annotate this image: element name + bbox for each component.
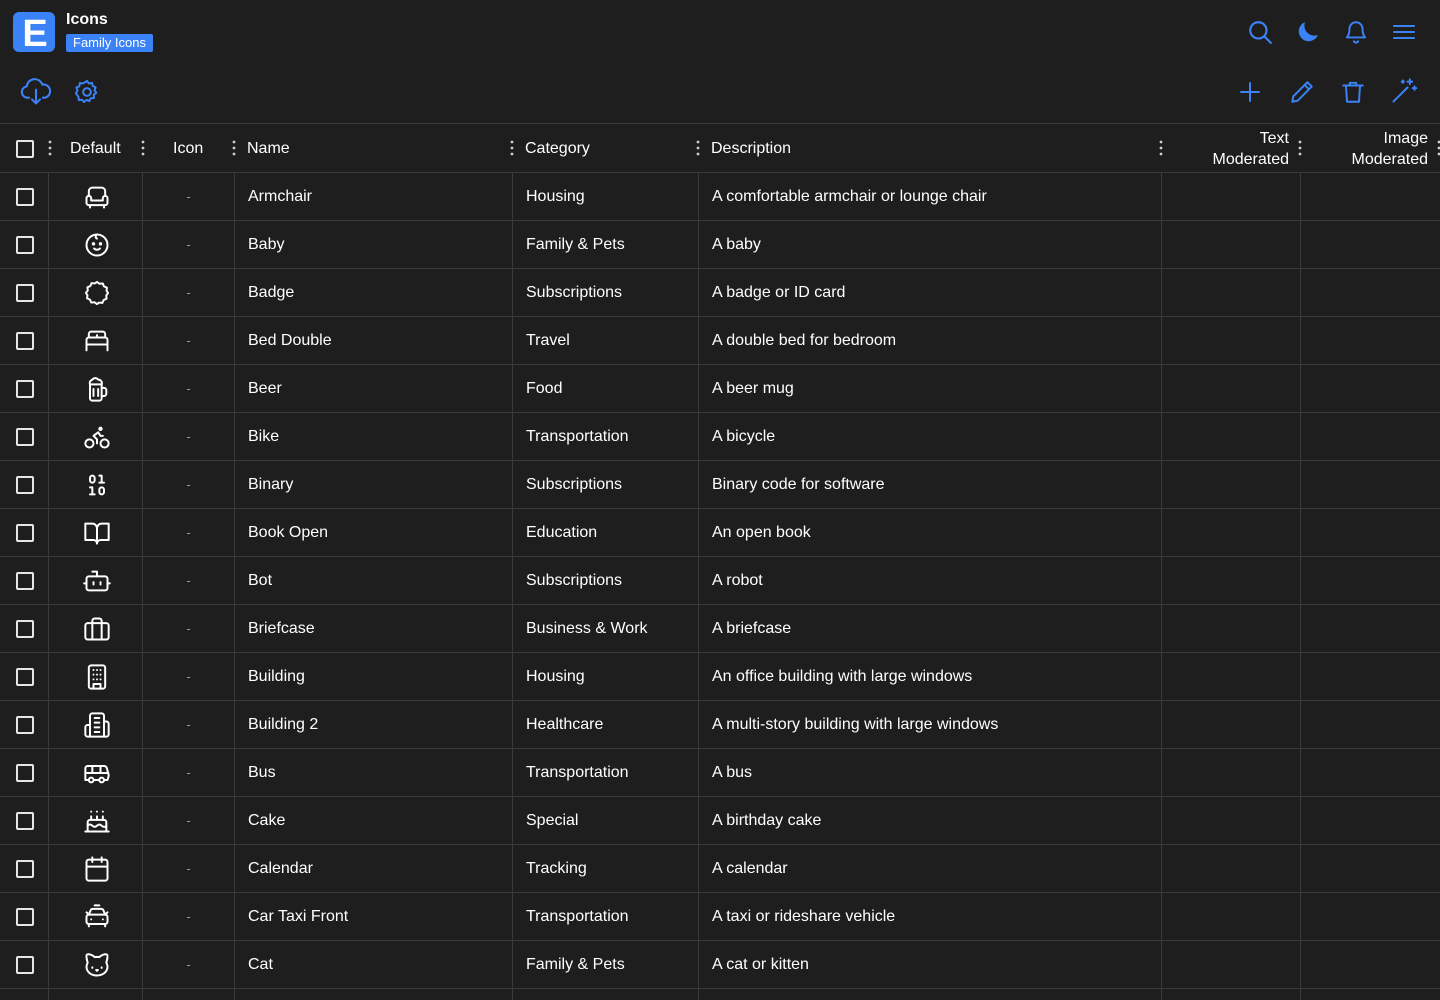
book-open-icon <box>82 519 112 547</box>
baby-icon <box>82 231 112 259</box>
column-divider <box>1300 701 1301 748</box>
column-divider <box>234 989 235 1000</box>
column-divider <box>1300 557 1301 604</box>
column-divider <box>698 461 699 508</box>
column-divider <box>698 413 699 460</box>
moon-icon[interactable] <box>1294 18 1322 46</box>
column-divider <box>1300 653 1301 700</box>
cell-description: A baby <box>712 235 761 253</box>
column-divider <box>234 893 235 940</box>
menu-icon[interactable] <box>1391 20 1417 44</box>
column-divider <box>698 797 699 844</box>
icon-value: - <box>186 765 191 780</box>
calendar-icon <box>82 855 112 883</box>
column-divider <box>234 461 235 508</box>
car-taxi-front-icon <box>82 903 112 931</box>
pencil-icon[interactable] <box>1289 79 1315 105</box>
column-menu-icon[interactable] <box>47 139 53 157</box>
cell-category: Subscriptions <box>526 283 623 301</box>
icon-value: - <box>186 189 191 204</box>
column-divider <box>512 509 513 556</box>
row-checkbox[interactable] <box>16 908 34 926</box>
column-divider <box>1300 461 1301 508</box>
cat-icon <box>82 951 112 979</box>
table-row[interactable] <box>0 413 1440 461</box>
cell-name: Badge <box>248 283 295 301</box>
column-divider <box>1300 173 1301 220</box>
table-body <box>0 173 1440 1000</box>
app-header <box>0 0 1440 64</box>
column-divider <box>1300 317 1301 364</box>
icons-table <box>0 123 1440 1000</box>
cell-category: Transportation <box>526 427 629 445</box>
cell-category: Subscriptions <box>526 571 623 589</box>
table-row[interactable] <box>0 173 1440 221</box>
cake-icon <box>82 807 112 835</box>
table-row[interactable] <box>0 461 1440 509</box>
table-row[interactable] <box>0 509 1440 557</box>
cell-description: A badge or ID card <box>712 283 846 301</box>
plus-icon[interactable] <box>1238 80 1262 104</box>
column-divider <box>48 653 49 700</box>
column-menu-icon[interactable] <box>1436 139 1440 157</box>
column-divider <box>1300 269 1301 316</box>
cloud-download-icon[interactable] <box>20 77 52 107</box>
column-divider <box>234 605 235 652</box>
column-divider <box>48 269 49 316</box>
column-menu-icon[interactable] <box>140 139 146 157</box>
column-divider <box>698 845 699 892</box>
column-divider <box>1300 989 1301 1000</box>
table-row[interactable] <box>0 749 1440 797</box>
column-divider <box>1300 605 1301 652</box>
column-divider <box>698 269 699 316</box>
cell-category: Travel <box>526 331 570 349</box>
icon-value: - <box>186 861 191 876</box>
gear-icon[interactable] <box>73 78 101 106</box>
table-row[interactable] <box>0 317 1440 365</box>
column-divider <box>1300 749 1301 796</box>
row-checkbox[interactable] <box>16 332 34 350</box>
bot-icon <box>82 567 112 595</box>
cell-name: Bed Double <box>248 331 332 349</box>
column-divider <box>48 845 49 892</box>
building-2-icon <box>82 711 112 739</box>
column-divider <box>512 653 513 700</box>
column-menu-icon[interactable] <box>509 139 515 157</box>
column-menu-icon[interactable] <box>231 139 237 157</box>
table-row[interactable] <box>0 221 1440 269</box>
column-divider <box>512 317 513 364</box>
column-divider <box>48 701 49 748</box>
column-divider <box>234 701 235 748</box>
column-divider <box>234 653 235 700</box>
row-checkbox[interactable] <box>16 860 34 878</box>
bike-icon <box>82 423 112 451</box>
row-checkbox[interactable] <box>16 812 34 830</box>
icon-value: - <box>186 621 191 636</box>
column-divider <box>698 173 699 220</box>
column-divider <box>1161 701 1162 748</box>
column-divider <box>234 269 235 316</box>
column-divider <box>512 557 513 604</box>
column-divider <box>234 941 235 988</box>
cell-description: A calendar <box>712 859 788 877</box>
table-row[interactable] <box>0 365 1440 413</box>
row-checkbox[interactable] <box>16 620 34 638</box>
trash-icon[interactable] <box>1340 78 1366 106</box>
column-divider <box>512 605 513 652</box>
column-divider <box>1161 941 1162 988</box>
row-checkbox[interactable] <box>16 764 34 782</box>
column-divider <box>1161 365 1162 412</box>
row-checkbox[interactable] <box>16 668 34 686</box>
column-divider <box>512 749 513 796</box>
column-divider <box>698 989 699 1000</box>
column-divider <box>698 749 699 796</box>
cell-name: Building <box>248 667 305 685</box>
cell-description: A taxi or rideshare vehicle <box>712 907 896 925</box>
column-divider <box>512 413 513 460</box>
column-divider <box>48 461 49 508</box>
icon-value: - <box>186 477 191 492</box>
icon-value: - <box>186 573 191 588</box>
column-divider <box>1161 221 1162 268</box>
cell-name: Bus <box>248 763 276 781</box>
column-divider <box>234 317 235 364</box>
icon-value: - <box>186 909 191 924</box>
cell-category: Transportation <box>526 763 629 781</box>
column-divider <box>1300 221 1301 268</box>
cell-category: Healthcare <box>526 715 604 733</box>
cell-name: Car Taxi Front <box>248 907 349 925</box>
column-divider <box>1161 845 1162 892</box>
bell-icon[interactable] <box>1343 18 1369 46</box>
column-divider <box>234 557 235 604</box>
cell-name: Building 2 <box>248 715 319 733</box>
cell-description: A briefcase <box>712 619 792 637</box>
table-row[interactable] <box>0 557 1440 605</box>
column-header-name[interactable]: Name <box>247 139 290 157</box>
cell-description: A bus <box>712 763 753 781</box>
column-divider <box>512 221 513 268</box>
cell-category: Family & Pets <box>526 955 625 973</box>
column-divider <box>234 173 235 220</box>
cell-name: Baby <box>248 235 285 253</box>
row-checkbox[interactable] <box>16 476 34 494</box>
table-row[interactable] <box>0 893 1440 941</box>
column-divider <box>48 509 49 556</box>
briefcase-icon <box>82 615 112 643</box>
column-divider <box>234 365 235 412</box>
column-divider <box>698 701 699 748</box>
column-header-description[interactable]: Description <box>711 139 792 157</box>
column-header-icon[interactable]: Icon <box>173 139 204 157</box>
table-row[interactable] <box>0 701 1440 749</box>
column-divider <box>1161 509 1162 556</box>
bus-icon <box>82 759 112 787</box>
cell-description: A beer mug <box>712 379 794 397</box>
column-divider <box>1161 413 1162 460</box>
cell-category: Subscriptions <box>526 475 623 493</box>
column-divider <box>1161 269 1162 316</box>
column-divider <box>48 365 49 412</box>
cell-category: Housing <box>526 187 585 205</box>
column-divider <box>1161 989 1162 1000</box>
table-row[interactable] <box>0 845 1440 893</box>
column-divider <box>512 365 513 412</box>
column-divider <box>698 893 699 940</box>
column-divider <box>1161 653 1162 700</box>
column-divider <box>48 413 49 460</box>
table-header <box>0 123 1440 173</box>
column-divider <box>1300 893 1301 940</box>
column-divider <box>234 749 235 796</box>
cell-description: A robot <box>712 571 763 589</box>
cell-name: Cake <box>248 811 286 829</box>
cell-description: An open book <box>712 523 811 541</box>
column-menu-icon[interactable] <box>1158 139 1164 157</box>
app-logo <box>13 12 55 52</box>
cell-description: A double bed for bedroom <box>712 331 897 349</box>
column-divider <box>1300 509 1301 556</box>
column-divider <box>48 749 49 796</box>
cell-category: Food <box>526 379 563 397</box>
row-checkbox[interactable] <box>16 428 34 446</box>
column-divider <box>48 893 49 940</box>
column-divider <box>48 173 49 220</box>
row-checkbox[interactable] <box>16 716 34 734</box>
cell-description: A multi-story building with large windows <box>712 715 999 733</box>
column-divider <box>48 221 49 268</box>
column-divider <box>512 941 513 988</box>
armchair-icon <box>82 183 112 211</box>
icon-value: - <box>186 381 191 396</box>
building-icon <box>82 663 112 691</box>
cell-name: Binary <box>248 475 294 493</box>
icon-value: - <box>186 285 191 300</box>
column-divider <box>1161 317 1162 364</box>
column-divider <box>48 605 49 652</box>
cell-description: A bicycle <box>712 427 776 445</box>
column-divider <box>512 989 513 1000</box>
svg-text:E: E <box>22 13 48 52</box>
cell-description: A birthday cake <box>712 811 822 829</box>
column-divider <box>1300 941 1301 988</box>
column-divider <box>48 941 49 988</box>
table-row[interactable] <box>0 269 1440 317</box>
column-header-image-moderated[interactable]: Image Moderated <box>1351 129 1428 168</box>
column-divider <box>1300 797 1301 844</box>
app-title: Icons <box>66 11 108 28</box>
column-divider <box>698 941 699 988</box>
cell-name: Beer <box>248 379 282 397</box>
column-divider <box>1161 173 1162 220</box>
binary-icon <box>82 471 112 499</box>
cell-name: Bike <box>248 427 280 445</box>
icon-value: - <box>186 525 191 540</box>
icon-value: - <box>186 957 191 972</box>
column-divider <box>234 797 235 844</box>
cell-name: Calendar <box>248 859 313 877</box>
row-checkbox[interactable] <box>16 284 34 302</box>
column-divider <box>48 317 49 364</box>
cell-category: Business & Work <box>526 619 648 637</box>
column-menu-icon[interactable] <box>1297 139 1303 157</box>
column-divider <box>512 797 513 844</box>
table-row[interactable] <box>0 605 1440 653</box>
row-checkbox[interactable] <box>16 188 34 206</box>
column-divider <box>1161 461 1162 508</box>
column-divider <box>512 893 513 940</box>
cell-category: Education <box>526 523 598 541</box>
column-divider <box>698 653 699 700</box>
cell-description: Binary code for software <box>712 475 885 493</box>
cell-description: A cat or kitten <box>712 955 809 973</box>
row-checkbox[interactable] <box>16 956 34 974</box>
badge-icon <box>82 279 112 307</box>
column-divider <box>1161 605 1162 652</box>
column-divider <box>234 845 235 892</box>
column-divider <box>512 173 513 220</box>
column-divider <box>1161 557 1162 604</box>
column-divider <box>1161 797 1162 844</box>
cell-category: Transportation <box>526 907 629 925</box>
table-row[interactable] <box>0 653 1440 701</box>
column-divider <box>512 845 513 892</box>
column-divider <box>48 989 49 1000</box>
column-header-text-moderated[interactable]: Text Moderated <box>1212 129 1289 168</box>
row-checkbox[interactable] <box>16 380 34 398</box>
icon-value: - <box>186 237 191 252</box>
column-header-default[interactable]: Default <box>70 139 121 157</box>
icon-value: - <box>186 813 191 828</box>
icon-value: - <box>186 669 191 684</box>
column-header-category[interactable]: Category <box>525 139 590 157</box>
cell-description: A comfortable armchair or lounge chair <box>712 187 987 205</box>
column-divider <box>698 221 699 268</box>
icon-value: - <box>186 333 191 348</box>
cell-category: Special <box>526 811 579 829</box>
cell-category: Family & Pets <box>526 235 625 253</box>
column-menu-icon[interactable] <box>695 139 701 157</box>
column-divider <box>1161 893 1162 940</box>
column-divider <box>698 509 699 556</box>
magic-wand-icon[interactable] <box>1390 77 1418 105</box>
row-checkbox[interactable] <box>16 572 34 590</box>
search-icon[interactable] <box>1247 19 1273 45</box>
column-divider <box>1300 365 1301 412</box>
column-divider <box>234 221 235 268</box>
column-divider <box>512 701 513 748</box>
cell-name: Armchair <box>248 187 313 205</box>
icon-value: - <box>186 717 191 732</box>
column-divider <box>698 605 699 652</box>
column-divider <box>142 989 143 1000</box>
row-checkbox[interactable] <box>16 524 34 542</box>
cell-name: Briefcase <box>248 619 315 637</box>
column-divider <box>1300 413 1301 460</box>
select-all-checkbox[interactable] <box>16 140 34 158</box>
beer-icon <box>82 375 112 403</box>
column-divider <box>698 317 699 364</box>
column-divider <box>234 509 235 556</box>
column-divider <box>1161 749 1162 796</box>
table-row[interactable] <box>0 989 1440 1000</box>
column-divider <box>698 557 699 604</box>
column-divider <box>1300 845 1301 892</box>
row-checkbox[interactable] <box>16 236 34 254</box>
icon-value: - <box>186 429 191 444</box>
cell-name: Bot <box>248 571 273 589</box>
column-divider <box>48 797 49 844</box>
column-divider <box>48 557 49 604</box>
cell-description: An office building with large windows <box>712 667 973 685</box>
table-row[interactable] <box>0 797 1440 845</box>
column-divider <box>512 461 513 508</box>
bed-double-icon <box>82 327 112 355</box>
cell-name: Cat <box>248 955 273 973</box>
column-divider <box>234 413 235 460</box>
cell-category: Housing <box>526 667 585 685</box>
cell-name: Book Open <box>248 523 329 541</box>
cell-category: Tracking <box>526 859 587 877</box>
column-divider <box>698 365 699 412</box>
app-subtitle-badge: Family Icons <box>66 34 153 52</box>
column-divider <box>512 269 513 316</box>
table-row[interactable] <box>0 941 1440 989</box>
